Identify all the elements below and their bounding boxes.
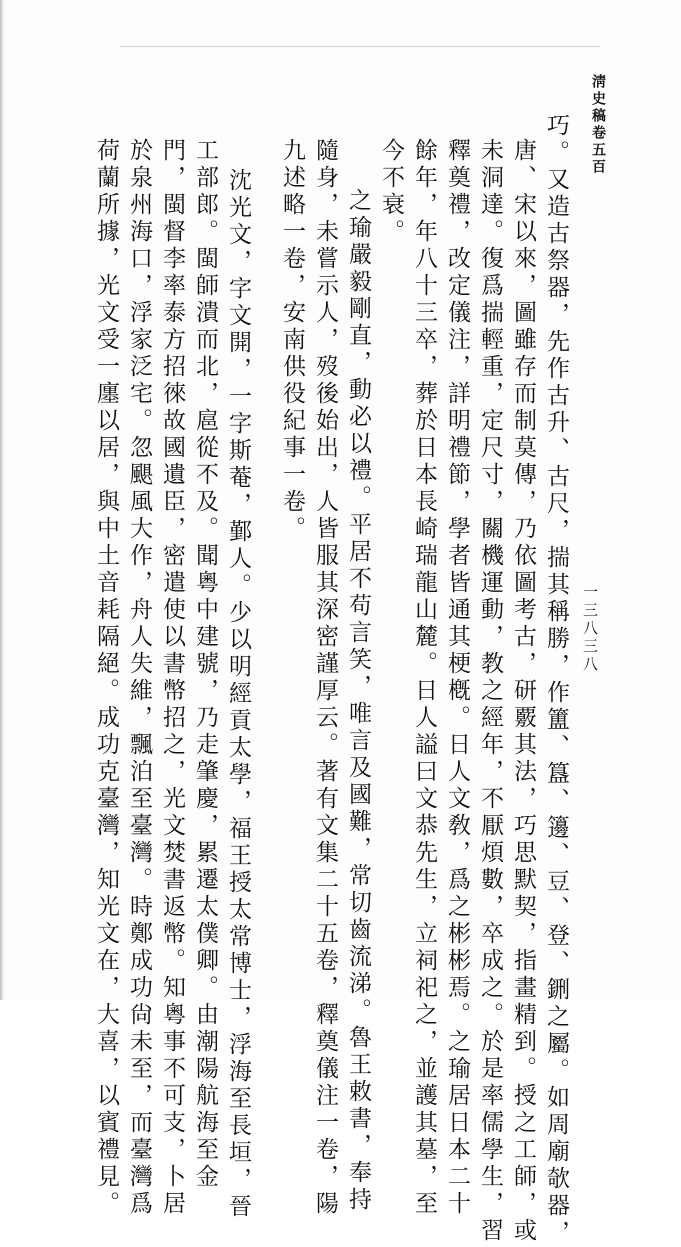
text-column-3: 未洞達。復爲揣輕重，定尺寸，關機運動，教之經年，不厭煩數，卒成之。於是率儒學生，習 bbox=[477, 138, 503, 1245]
scan-edge bbox=[0, 0, 4, 1000]
text-column-8: 隨身，未嘗示人，歿後始出，人皆服其深密謹厚云。著有文集二十五卷，釋奠儀注一卷，陽 bbox=[312, 138, 338, 1218]
text-column-14: 荷蘭所據，光文受一廛以居，與中土音耗隔絕。成功克臺灣，知光文在，大喜，以賓禮見。 bbox=[93, 138, 119, 1218]
text-column-13: 於泉州海口，浮家泛宅。忽颶風大作，舟人失維，飄泊至臺灣。時鄭成功尙未至，而臺灣爲 bbox=[126, 138, 152, 1218]
text-column-9: 九述略一卷，安南供役紀事一卷。 bbox=[279, 138, 305, 543]
book-title-header: 淸史稿卷五百 bbox=[590, 74, 606, 176]
text-column-11: 工部郎。閩師潰而北，扈從不及。聞粵中建號，乃走肇慶，累遷太僕卿。由潮陽航海至金 bbox=[192, 138, 218, 1191]
text-column-5: 餘年，年八十三卒，葬於日本長崎瑞龍山麓。日人謚曰文恭先生，立祠祀之，並護其墓，至 bbox=[411, 138, 437, 1218]
text-column-2: 唐、宋以來，圖雖存而制莫傳，乃依圖考古，研覈其法，巧思默契，指畫精到。授之工師，或 bbox=[510, 138, 536, 1245]
text-column-4: 釋奠禮，改定儀注，詳明禮節，學者皆通其梗槪。日人文敎，爲之彬彬焉。之瑜居日本二十 bbox=[444, 138, 470, 1218]
text-column-10: 沈光文，字文開，一字斯菴，鄞人。少以明經貢太學，福王授太常博士，浮海至長垣，晉 bbox=[225, 168, 251, 1221]
top-rule bbox=[120, 46, 600, 47]
text-column-7: 之瑜嚴毅剛直，動必以禮。平居不苟言笑，唯言及國難，常切齒流涕。魯王敕書，奉持 bbox=[345, 188, 371, 1214]
text-column-1: 巧。又造古祭器，先作古升、古尺，揣其稱勝，作簠、簋、籩、豆、登、鉶之屬。如周廟欹器， bbox=[543, 113, 569, 1247]
text-column-6: 今不衰。 bbox=[378, 138, 404, 246]
page-number: 一三八三八 bbox=[581, 584, 599, 674]
text-column-12: 門，閩督李率泰方招徠故國遺臣，密遣使以書幣招之，光文焚書返幣。知粵事不可支，卜居 bbox=[159, 138, 185, 1218]
